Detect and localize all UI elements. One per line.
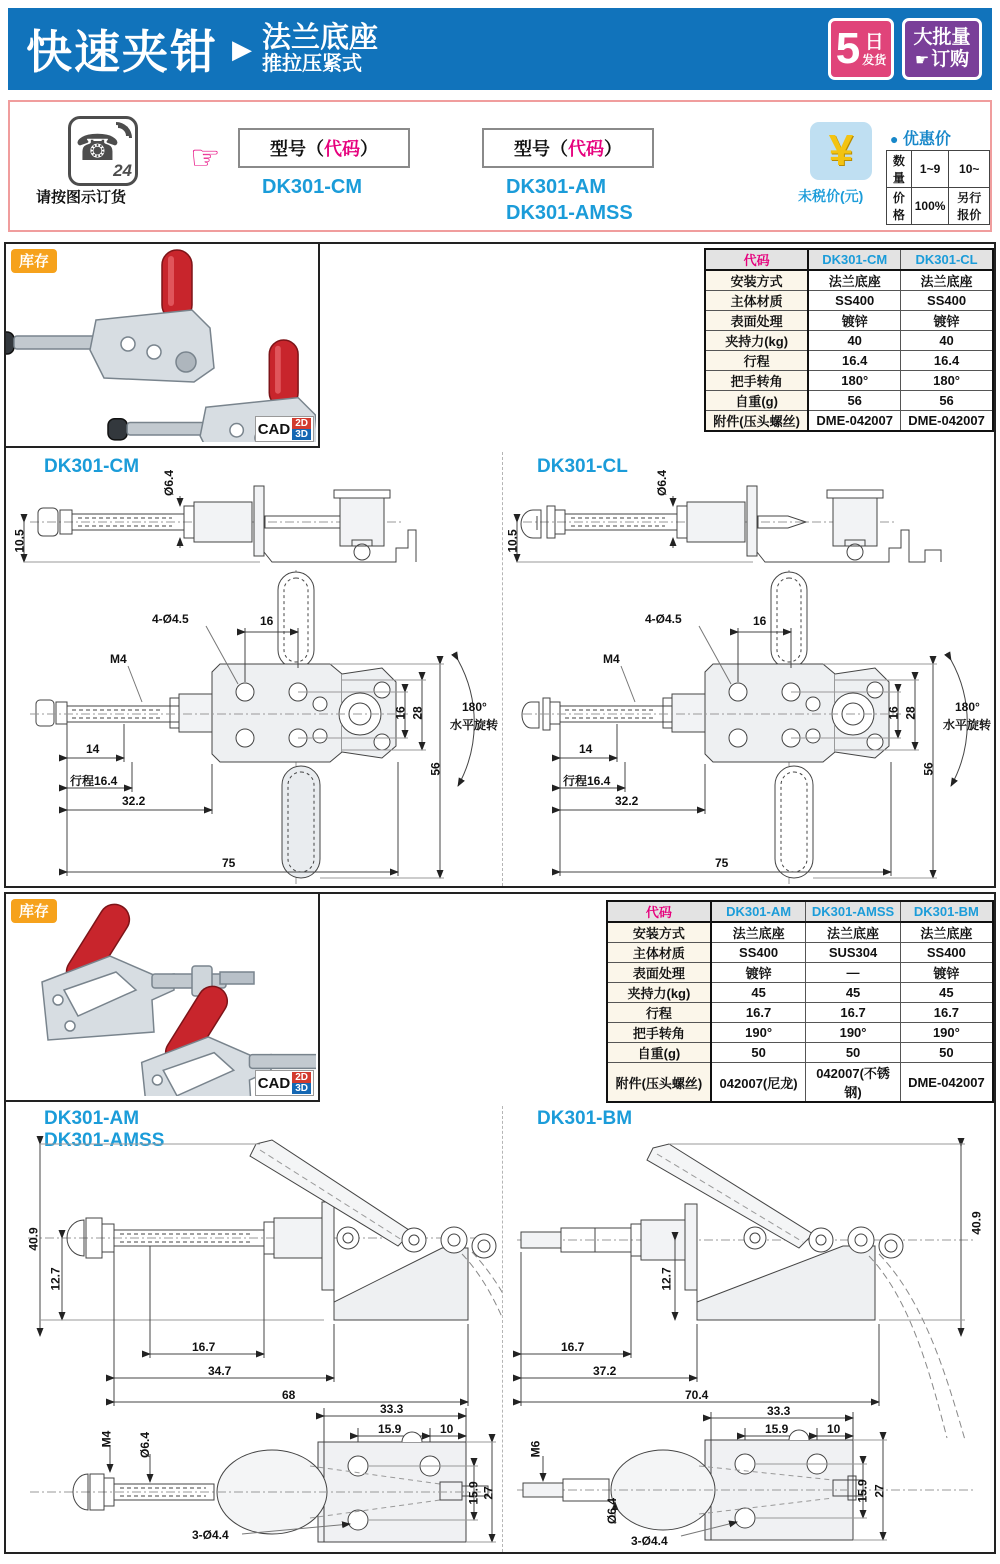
spec-header-cell: DK301-AMSS xyxy=(806,901,900,922)
spec-row xyxy=(607,983,993,1003)
spec-cell: DME-042007 xyxy=(901,411,993,432)
dim-label: 14 xyxy=(579,742,593,756)
spec-cell: 主体材质 xyxy=(607,943,711,963)
spec-row xyxy=(705,391,993,411)
phone-24h-icon xyxy=(68,116,138,186)
dim-label: 水平旋转 xyxy=(450,718,499,732)
spec-cell: 16.4 xyxy=(808,351,900,371)
spec-cell: 镀锌 xyxy=(900,963,993,983)
product-photo xyxy=(6,894,316,1096)
spec-row xyxy=(607,1003,993,1023)
product-block-cm-cl xyxy=(4,242,996,888)
product-photo xyxy=(6,244,316,442)
technical-drawing xyxy=(10,452,502,886)
model-number-right xyxy=(506,174,633,226)
price-cell: 1~9 xyxy=(911,151,949,188)
spec-cell: 16.4 xyxy=(901,351,993,371)
spec-cell: 50 xyxy=(806,1043,900,1063)
spec-cell: 自重(g) xyxy=(705,391,808,411)
drawing-title: DK301-CM xyxy=(44,456,140,477)
dim-label: 27 xyxy=(872,1484,887,1498)
spec-cell: 45 xyxy=(806,983,900,1003)
phone-24-label: 24 xyxy=(113,161,132,180)
arrow-icon: ▶ xyxy=(232,33,252,64)
spec-cell: 16.7 xyxy=(900,1003,993,1023)
spec-cell: 镀锌 xyxy=(901,311,993,331)
order-info-bar xyxy=(8,100,992,232)
spec-cell: 法兰底座 xyxy=(900,922,993,943)
spec-header-cell: 代码 xyxy=(705,249,808,270)
dim-label: 180° xyxy=(955,700,980,714)
model-number-left: DK301-CM xyxy=(262,176,363,198)
spec-row xyxy=(705,311,993,331)
technical-drawing xyxy=(503,452,995,886)
cad-3d-label: 3D xyxy=(292,429,311,440)
drawing-panel-am xyxy=(10,1106,502,1552)
dim-label: Ø6.4 xyxy=(138,1431,153,1459)
product-photo-box xyxy=(6,894,320,1102)
page-subtitle xyxy=(262,23,378,74)
dim-label: 16 xyxy=(260,614,274,628)
dim-label: 14 xyxy=(86,742,100,756)
dim-label: 70.4 xyxy=(685,1388,709,1402)
bulk-line2-text: 订购 xyxy=(931,49,970,70)
order-note: 请按图示订货 xyxy=(36,189,127,206)
price-cell: 10~ xyxy=(949,151,990,188)
dim-label: 37.2 xyxy=(593,1364,617,1378)
dim-label: 4-Ø4.5 xyxy=(645,612,682,626)
spec-header-row xyxy=(705,249,993,270)
dim-label: 15.9 xyxy=(855,1479,870,1503)
spec-cell: 042007(尼龙) xyxy=(711,1063,806,1103)
bulk-line2 xyxy=(915,49,969,71)
spec-row xyxy=(705,331,993,351)
dim-label: 3-Ø4.4 xyxy=(192,1528,229,1542)
spec-cell: 附件(压头螺丝) xyxy=(705,411,808,432)
spec-cell: 夹持力(kg) xyxy=(705,331,808,351)
dim-label: 32.2 xyxy=(615,794,639,808)
spec-cell: 把手转角 xyxy=(607,1023,711,1043)
drawing-title-line2: DK301-AMSS xyxy=(44,1129,165,1151)
dim-label: 28 xyxy=(903,706,918,720)
spec-cell: 16.7 xyxy=(711,1003,806,1023)
dim-label: M4 xyxy=(603,652,620,666)
bulk-order-badge xyxy=(902,18,982,80)
dim-label: Ø6.4 xyxy=(162,469,177,497)
spec-cell: 190° xyxy=(900,1023,993,1043)
spec-cell: SS400 xyxy=(711,943,806,963)
spec-row xyxy=(607,1023,993,1043)
fast-ship-sub: 发货 xyxy=(862,52,887,67)
spec-cell: 45 xyxy=(711,983,806,1003)
spec-cell: DME-042007 xyxy=(900,1063,993,1103)
spec-cell: 法兰底座 xyxy=(808,270,900,291)
stock-badge: 库存 xyxy=(11,899,57,923)
spec-header-cell: DK301-AM xyxy=(711,901,806,922)
dim-label: 15.9 xyxy=(466,1481,481,1505)
dim-label: 16 xyxy=(393,706,408,720)
spec-cell: 镀锌 xyxy=(711,963,806,983)
spec-cell: 56 xyxy=(808,391,900,411)
dim-label: 3-Ø4.4 xyxy=(631,1534,668,1548)
spec-cell: 40 xyxy=(901,331,993,351)
dim-label: 75 xyxy=(715,856,729,870)
header-bar xyxy=(8,8,992,90)
dim-label: 34.7 xyxy=(208,1364,232,1378)
spec-header-cell: DK301-CM xyxy=(808,249,900,270)
spec-cell: 行程 xyxy=(705,351,808,371)
signal-arc-icon xyxy=(116,122,132,138)
spec-cell: SS400 xyxy=(900,943,993,963)
model-number: DK301-AM xyxy=(506,176,607,198)
spec-table-cm-cl xyxy=(704,248,994,432)
spec-cell: 法兰底座 xyxy=(806,922,900,943)
dim-label: 水平旋转 xyxy=(943,718,992,732)
spec-row xyxy=(705,371,993,391)
drawing-panel-bm xyxy=(502,1106,995,1552)
spec-row xyxy=(705,291,993,311)
model-label: ） xyxy=(604,139,622,159)
dim-label: 68 xyxy=(282,1388,296,1402)
price-cell: 价格 xyxy=(887,188,912,225)
stock-badge: 库存 xyxy=(11,249,57,273)
spec-cell: 把手转角 xyxy=(705,371,808,391)
spec-cell: 50 xyxy=(900,1043,993,1063)
spec-row xyxy=(607,1063,993,1103)
spec-cell: 镀锌 xyxy=(808,311,900,331)
cad-3d-label: 3D xyxy=(292,1083,311,1094)
fast-ship-badge xyxy=(828,18,894,80)
technical-drawing xyxy=(10,1106,502,1552)
drawing-panel-cm xyxy=(10,452,502,886)
spec-cell: 表面处理 xyxy=(607,963,711,983)
dim-label: 16 xyxy=(886,706,901,720)
subtitle-line1: 法兰底座 xyxy=(262,22,379,55)
model-code-box-right xyxy=(482,128,654,168)
dim-label: 32.2 xyxy=(122,794,146,808)
dim-label: 28 xyxy=(410,706,425,720)
price-cell: 数量 xyxy=(887,151,912,188)
spec-cell: 表面处理 xyxy=(705,311,808,331)
spec-cell: SS400 xyxy=(808,291,900,311)
dim-label: 12.7 xyxy=(48,1267,63,1291)
dim-label: 27 xyxy=(481,1486,496,1500)
cad-download-badge[interactable] xyxy=(255,1070,314,1096)
bullet-icon: ● xyxy=(890,131,899,147)
dim-label: 4-Ø4.5 xyxy=(152,612,189,626)
dim-label: 40.9 xyxy=(969,1211,984,1235)
spec-row xyxy=(607,922,993,943)
spec-cell: 042007(不锈钢) xyxy=(806,1063,900,1103)
dim-label: 56 xyxy=(921,762,936,776)
yen-glyph: ¥ xyxy=(828,126,854,175)
spec-header-row xyxy=(607,901,993,922)
spec-cell: 法兰底座 xyxy=(711,922,806,943)
price-yen-icon xyxy=(810,122,872,180)
dim-label: 10.5 xyxy=(505,529,520,553)
dim-label: 16 xyxy=(753,614,767,628)
spec-cell: 45 xyxy=(900,983,993,1003)
hand-icon: ☛ xyxy=(914,52,930,69)
spec-cell: 190° xyxy=(806,1023,900,1043)
page-title: 快速夹钳 xyxy=(26,26,218,78)
dim-label: 行程16.4 xyxy=(70,774,118,788)
model-number: DK301-AMSS xyxy=(506,202,633,224)
drawing-title: DK301-CL xyxy=(537,456,628,477)
dim-label: 12.7 xyxy=(659,1267,674,1291)
spec-cell: 190° xyxy=(711,1023,806,1043)
spec-cell: 夹持力(kg) xyxy=(607,983,711,1003)
spec-cell: 50 xyxy=(711,1043,806,1063)
spec-cell: DME-042007 xyxy=(808,411,900,432)
bulk-line1: 大批量 xyxy=(913,27,971,49)
dim-label: M4 xyxy=(110,652,127,666)
spec-cell: 主体材质 xyxy=(705,291,808,311)
spec-header-cell: DK301-BM xyxy=(900,901,993,922)
dim-label: 15.9 xyxy=(765,1422,789,1436)
spec-header-cell: 代码 xyxy=(607,901,711,922)
model-label-code: 代码 xyxy=(568,139,604,159)
spec-table-am-amss-bm xyxy=(606,900,994,1103)
subtitle-line2: 推拉压紧式 xyxy=(262,52,362,75)
pointing-hand-icon: ☞ xyxy=(190,139,221,177)
model-label: ） xyxy=(360,139,378,159)
spec-cell: — xyxy=(806,963,900,983)
spec-row xyxy=(705,270,993,291)
cad-2d-label: 2D xyxy=(292,418,311,429)
dim-label: Ø6.4 xyxy=(605,1497,620,1525)
dim-label: 33.3 xyxy=(767,1404,791,1418)
spec-row xyxy=(607,943,993,963)
tax-note: 未税价(元) xyxy=(798,188,864,204)
dim-label: 16.7 xyxy=(561,1340,585,1354)
discount-label xyxy=(890,126,951,149)
spec-cell: 安装方式 xyxy=(607,922,711,943)
spec-row xyxy=(607,1043,993,1063)
spec-cell: 16.7 xyxy=(806,1003,900,1023)
drawing-panel-cl xyxy=(502,452,995,886)
dim-label: 10 xyxy=(827,1422,841,1436)
discount-text: 优惠价 xyxy=(902,131,951,148)
spec-cell: 安装方式 xyxy=(705,270,808,291)
phone-icon: ☎ xyxy=(75,127,120,168)
cad-2d-label: 2D xyxy=(292,1072,311,1083)
model-label-code: 代码 xyxy=(324,139,360,159)
spec-row xyxy=(705,351,993,371)
spec-cell: 56 xyxy=(901,391,993,411)
dim-label: M4 xyxy=(99,1430,114,1448)
dim-label: 16.7 xyxy=(192,1340,216,1354)
model-label: 型号（ xyxy=(514,139,568,159)
spec-cell: SS400 xyxy=(901,291,993,311)
dim-label: 40.9 xyxy=(26,1227,41,1251)
cad-label: CAD xyxy=(257,1074,291,1092)
price-cell: 100% xyxy=(911,188,949,225)
spec-cell: 180° xyxy=(901,371,993,391)
dim-label: 行程16.4 xyxy=(563,774,611,788)
fast-ship-days: 5 xyxy=(835,24,861,73)
dim-label: 10.5 xyxy=(12,529,27,553)
drawing-title: DK301-BM xyxy=(537,1108,633,1129)
product-photo-box xyxy=(6,244,320,448)
dim-label: 15.9 xyxy=(378,1422,402,1436)
spec-cell: SUS304 xyxy=(806,943,900,963)
spec-cell: 自重(g) xyxy=(607,1043,711,1063)
spec-row xyxy=(607,963,993,983)
spec-cell: 行程 xyxy=(607,1003,711,1023)
spec-cell: 180° xyxy=(808,371,900,391)
spec-cell: 法兰底座 xyxy=(901,270,993,291)
spec-cell: 附件(压头螺丝) xyxy=(607,1063,711,1103)
dim-label: 75 xyxy=(222,856,236,870)
product-block-am-bm xyxy=(4,892,996,1554)
cad-download-badge[interactable] xyxy=(255,416,314,442)
dim-label: 33.3 xyxy=(380,1402,404,1416)
discount-price-table xyxy=(886,150,990,225)
dim-label: M6 xyxy=(528,1440,543,1458)
drawing-title-line1: DK301-AM xyxy=(44,1108,140,1129)
dim-label: Ø6.4 xyxy=(655,469,670,497)
cad-label: CAD xyxy=(257,420,291,438)
model-code-box-left xyxy=(238,128,410,168)
fast-ship-unit: 日 xyxy=(864,31,884,53)
model-label: 型号（ xyxy=(270,139,324,159)
technical-drawing xyxy=(503,1106,995,1552)
dim-label: 10 xyxy=(440,1422,454,1436)
price-cell: 另行报价 xyxy=(949,188,990,225)
spec-header-cell: DK301-CL xyxy=(901,249,993,270)
dim-label: 56 xyxy=(428,762,443,776)
spec-cell: 40 xyxy=(808,331,900,351)
dim-label: 180° xyxy=(462,700,487,714)
spec-row xyxy=(705,411,993,432)
